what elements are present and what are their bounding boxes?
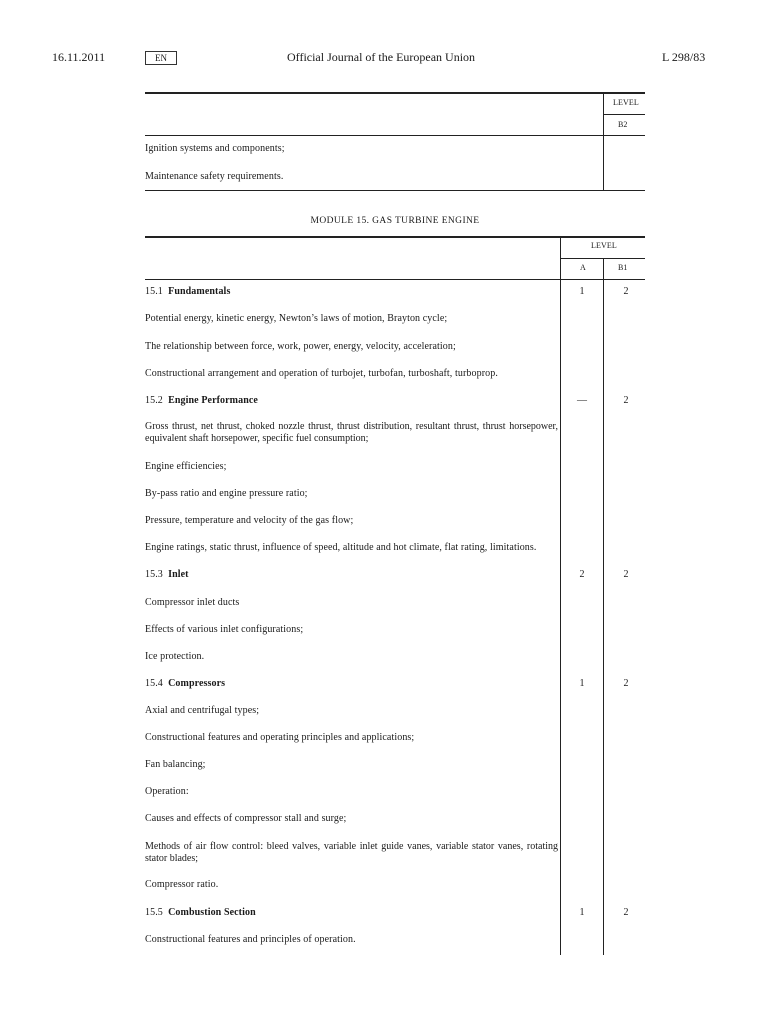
level-b1: 2	[623, 395, 629, 406]
section-heading	[145, 395, 258, 406]
level-a: 1	[579, 907, 585, 918]
column-divider	[560, 237, 561, 955]
list-item: Effects of various inlet configurations;	[145, 624, 304, 635]
list-item: Ice protection.	[145, 651, 205, 662]
section-title: Combustion Section	[168, 907, 256, 918]
level-a: 2	[579, 569, 585, 580]
section-title: Inlet	[168, 569, 189, 580]
table-row: Maintenance safety requirements.	[145, 171, 284, 182]
section-heading	[145, 678, 225, 689]
level-header: LEVEL	[591, 241, 617, 250]
list-item: Potential energy, kinetic energy, Newton’s laws of motion, Brayton cycle;	[145, 313, 448, 324]
level-b1: 2	[623, 678, 629, 689]
list-item: Engine ratings, static thrust, influence of speed, altitude and hot climate, flat rating, limitations.	[145, 542, 537, 553]
section-number: 15.3	[145, 569, 163, 580]
table-top-rule	[145, 92, 645, 94]
column-divider	[603, 258, 604, 955]
column-divider	[603, 93, 604, 190]
list-item: Pressure, temperature and velocity of the gas flow;	[145, 515, 354, 526]
section-title: Fundamentals	[168, 286, 231, 297]
list-item: Compressor ratio.	[145, 879, 219, 890]
list-item: Methods of air flow control: bleed valves, variable inlet guide vanes, variable stator vanes, rotating stator blades;	[145, 841, 558, 864]
level-b1: 2	[623, 286, 629, 297]
header-rule	[145, 135, 645, 136]
journal-title: Official Journal of the European Union	[287, 50, 476, 64]
list-item: Constructional arrangement and operation of turbojet, turbofan, turboshaft, turboprop.	[145, 368, 498, 379]
column-header-b1: B1	[618, 263, 628, 272]
section-heading	[145, 569, 189, 580]
level-a: 1	[579, 286, 585, 297]
level-a: —	[577, 395, 587, 406]
language-badge: EN	[145, 51, 177, 65]
level-b1: 2	[623, 569, 629, 580]
list-item: Axial and centrifugal types;	[145, 705, 260, 716]
section-title: Engine Performance	[168, 395, 258, 406]
column-header-a: A	[580, 263, 586, 272]
level-a: 1	[579, 678, 585, 689]
list-item: By-pass ratio and engine pressure ratio;	[145, 488, 308, 499]
level-divider	[603, 114, 645, 115]
section-number: 15.5	[145, 907, 163, 918]
list-item: Constructional features and operating principles and applications;	[145, 732, 415, 743]
section-number: 15.2	[145, 395, 163, 406]
section-heading	[145, 286, 230, 297]
section-title: Compressors	[168, 678, 226, 689]
table-row: Ignition systems and components;	[145, 143, 285, 154]
list-item: Engine efficiencies;	[145, 461, 227, 472]
level-header: LEVEL	[613, 98, 639, 107]
list-item: Compressor inlet ducts	[145, 597, 240, 608]
level-divider	[560, 258, 645, 259]
section-number: 15.4	[145, 678, 163, 689]
list-item: Causes and effects of compressor stall and surge;	[145, 813, 347, 824]
table-top-rule	[145, 236, 645, 238]
list-item: Constructional features and principles of operation.	[145, 934, 356, 945]
list-item: Operation:	[145, 786, 189, 797]
column-header-b2: B2	[618, 120, 628, 129]
level-b1: 2	[623, 907, 629, 918]
header-rule	[145, 279, 645, 280]
section-number: 15.1	[145, 286, 163, 297]
list-item: The relationship between force, work, power, energy, velocity, acceleration;	[145, 341, 456, 352]
list-item: Fan balancing;	[145, 759, 206, 770]
table-bottom-rule	[145, 190, 645, 191]
section-heading	[145, 907, 256, 918]
journal-date: 16.11.2011	[52, 50, 106, 64]
module-title: MODULE 15. GAS TURBINE ENGINE	[310, 216, 480, 226]
list-item: Gross thrust, net thrust, choked nozzle thrust, thrust distribution, resultant thrust, thrust horsepower, equivalent shaft horsepower, specific fuel consumption;	[145, 421, 558, 444]
page-number: L 298/83	[662, 50, 706, 64]
